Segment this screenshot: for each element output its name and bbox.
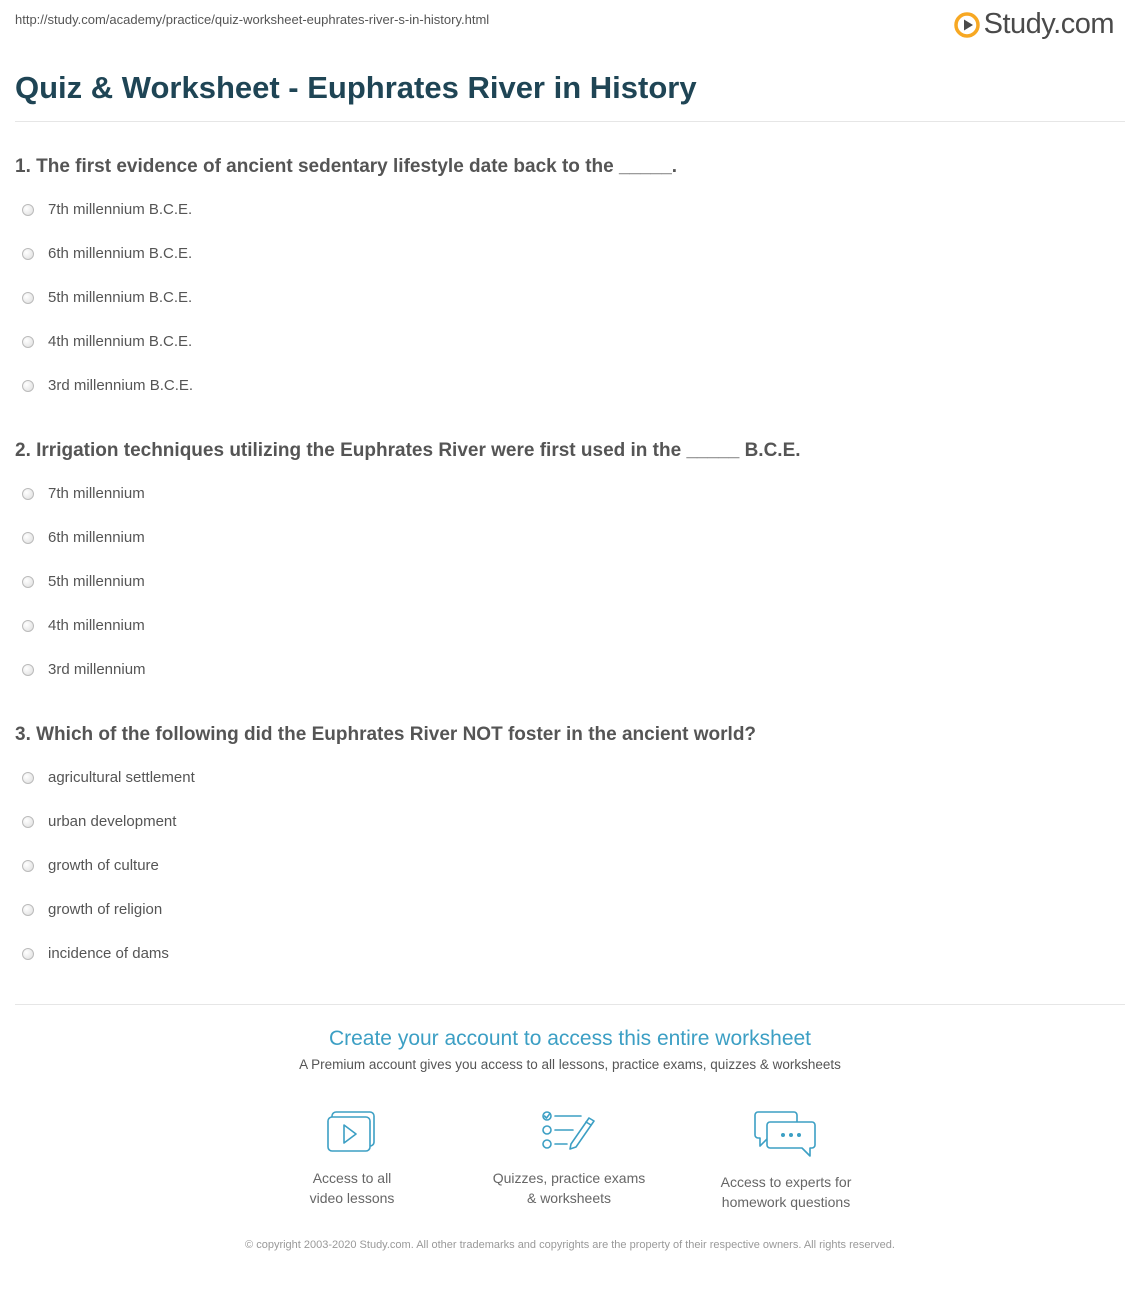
study-logo[interactable]	[954, 8, 1114, 41]
cta-subtitle: A Premium account gives you access to all lessons, practice exams, quizzes & worksheets	[299, 1057, 841, 1072]
feature-label: video lessons	[309, 1190, 395, 1206]
video-play-icon	[326, 1110, 378, 1154]
question-1: 1. The first evidence of ancient sedentary lifestyle date back to the _____.	[15, 156, 678, 177]
copyright-notice: © copyright 2003-2020 Study.com. All other trademarks and copyrights are the property of their respective owners. All rights reserved.	[245, 1239, 895, 1251]
feature-label: Access to experts for	[720, 1174, 852, 1190]
option-1-2[interactable]: 6th millennium B.C.E.	[22, 245, 192, 262]
radio-button[interactable]	[22, 292, 34, 304]
radio-button[interactable]	[22, 860, 34, 872]
radio-button[interactable]	[22, 380, 34, 392]
option-1-3[interactable]: 5th millennium B.C.E.	[22, 289, 192, 306]
page-url: http://study.com/academy/practice/quiz-worksheet-euphrates-river-s-in-history.html	[15, 12, 490, 27]
option-3-4[interactable]: growth of religion	[22, 901, 162, 918]
feature-experts	[686, 1110, 886, 1212]
question-2: 2. Irrigation techniques utilizing the Euphrates River were first used in the _____ B.C.E.	[15, 440, 801, 461]
radio-button[interactable]	[22, 664, 34, 676]
option-2-5[interactable]: 3rd millennium	[22, 661, 146, 678]
play-circle-icon	[954, 12, 980, 38]
page-title: Quiz & Worksheet - Euphrates River in History	[15, 70, 697, 105]
option-3-5[interactable]: incidence of dams	[22, 945, 169, 962]
option-1-4[interactable]: 4th millennium B.C.E.	[22, 333, 192, 350]
checklist-pencil-icon	[541, 1110, 597, 1154]
option-1-1[interactable]: 7th millennium B.C.E.	[22, 201, 192, 218]
question-3: 3. Which of the following did the Euphrates River NOT foster in the ancient world?	[15, 724, 757, 745]
brand-name: Study.com	[983, 8, 1114, 40]
radio-button[interactable]	[22, 948, 34, 960]
radio-button[interactable]	[22, 772, 34, 784]
radio-button[interactable]	[22, 336, 34, 348]
option-3-2[interactable]: urban development	[22, 813, 176, 830]
feature-label: Quizzes, practice exams	[492, 1170, 646, 1186]
radio-button[interactable]	[22, 204, 34, 216]
radio-button[interactable]	[22, 620, 34, 632]
option-1-5[interactable]: 3rd millennium B.C.E.	[22, 377, 193, 394]
feature-label: & worksheets	[526, 1190, 612, 1206]
option-2-1[interactable]: 7th millennium	[22, 485, 145, 502]
radio-button[interactable]	[22, 904, 34, 916]
feature-label: Access to all	[312, 1170, 392, 1186]
feature-video-lessons	[252, 1110, 452, 1208]
feature-label: homework questions	[721, 1194, 851, 1210]
radio-button[interactable]	[22, 816, 34, 828]
create-account-link[interactable]: Create your account to access this entire worksheet	[328, 1027, 812, 1050]
feature-quizzes	[469, 1110, 669, 1208]
radio-button[interactable]	[22, 248, 34, 260]
radio-button[interactable]	[22, 488, 34, 500]
divider	[15, 1004, 1125, 1005]
option-2-4[interactable]: 4th millennium	[22, 617, 145, 634]
option-2-2[interactable]: 6th millennium	[22, 529, 145, 546]
divider	[15, 121, 1125, 122]
chat-bubbles-icon	[754, 1110, 818, 1158]
radio-button[interactable]	[22, 576, 34, 588]
option-2-3[interactable]: 5th millennium	[22, 573, 145, 590]
option-3-1[interactable]: agricultural settlement	[22, 769, 195, 786]
option-3-3[interactable]: growth of culture	[22, 857, 159, 874]
radio-button[interactable]	[22, 532, 34, 544]
